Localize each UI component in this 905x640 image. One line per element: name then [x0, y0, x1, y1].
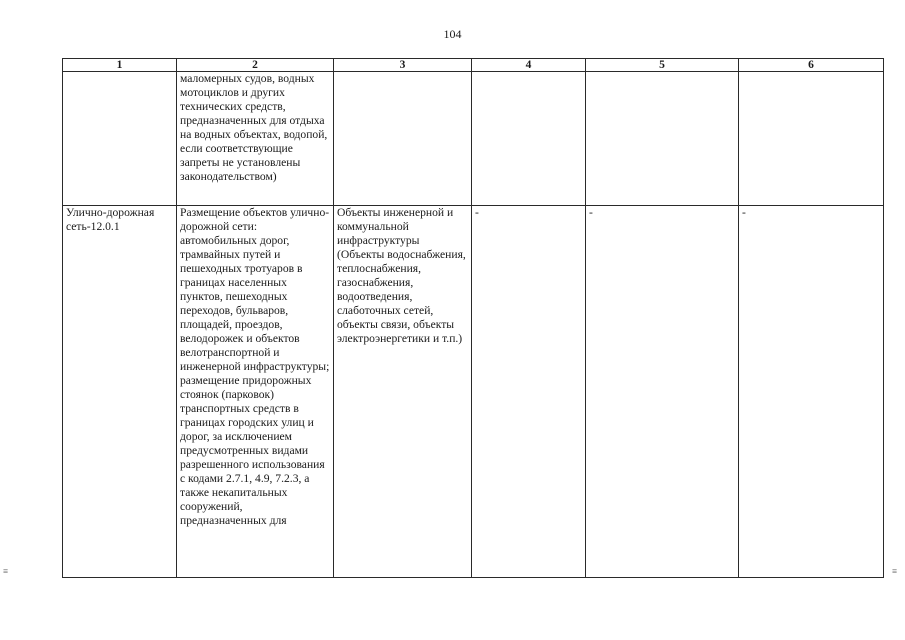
header-col-2: 2 — [177, 59, 334, 72]
page-number: 104 — [443, 27, 462, 41]
header-col-5: 5 — [586, 59, 739, 72]
description-text: Размещение объектов улично-дорожной сети: автомобильных дорог, трамвайных путей и пешеходных тротуаров в границах населенных пунктов, пешеходных переходов, бульваров, площадей, проездов, велодорожек и объектов велотранспортной и инженерной инфраструктуры; размещение придорожных стоянок (парковок) транспортных средств в границах городских улиц и дорог, за исключением предусмотренных видами разрешенного использования с кодами 2.7.1, 4.9, 7.2.3, а также некапитальных сооружений, предназначенных для — [180, 206, 330, 527]
use-type-text: Улично-дорожная сеть-12.0.1 — [66, 206, 155, 233]
header-col-4: 4 — [472, 59, 586, 72]
cell-use-type — [63, 206, 177, 578]
cell-col-5 — [586, 72, 739, 206]
cell-col-6: - — [739, 206, 884, 578]
cell-col-4 — [472, 72, 586, 206]
cell-col-6 — [739, 72, 884, 206]
table-row — [63, 72, 884, 206]
description-text: маломерных судов, водных мотоциклов и других технических средств, предназначенных для отдыха на водных объектах, водопой, если соответствующие запреты не установлены законодательством) — [180, 72, 328, 183]
header-col-3: 3 — [334, 59, 472, 72]
cell-auxiliary-use — [334, 206, 472, 578]
auxiliary-use-text: Объекты инженерной и коммунальной инфраструктуры (Объекты водоснабжения, теплоснабжения, газоснабжения, водоотведения, слаботочных сетей, объекты связи, объекты электроэнергетики и т.п.) — [337, 206, 466, 345]
header-col-1: 1 — [63, 59, 177, 72]
cell-description — [177, 72, 334, 206]
cell-col-5: - — [586, 206, 739, 578]
left-margin-mark: ≡ — [3, 566, 9, 576]
right-margin-mark: ≡ — [892, 566, 898, 576]
cell-description — [177, 206, 334, 578]
table-row — [63, 206, 884, 578]
header-col-6: 6 — [739, 59, 884, 72]
cell-auxiliary-use — [334, 72, 472, 206]
table-header-row — [63, 59, 884, 72]
cell-col-4: - — [472, 206, 586, 578]
cell-use-type — [63, 72, 177, 206]
land-use-table — [62, 58, 884, 578]
